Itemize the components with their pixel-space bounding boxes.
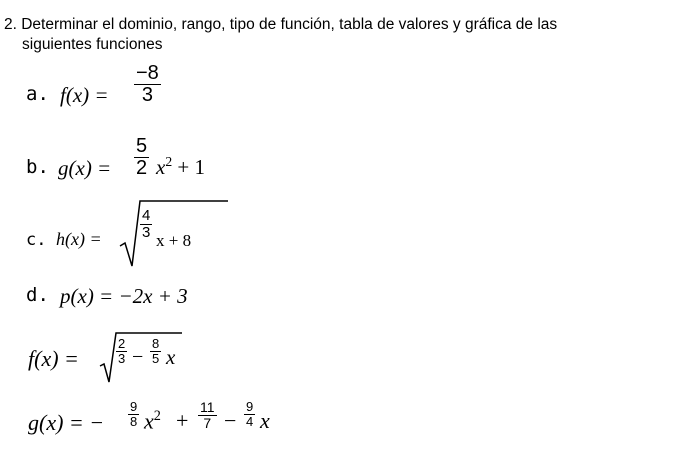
item-b-function: g(x) = <box>58 156 112 180</box>
extra-g-fraction-2: $\frac{11}{7}$ <box>200 399 215 431</box>
extra-g-term-1: $x^2$ <box>144 408 161 434</box>
item-a-denominator: 3 <box>141 84 153 106</box>
item-c-function: h(x) = <box>56 229 102 249</box>
item-c-numerator: 4 <box>142 207 151 224</box>
extra-f-operator: − <box>132 346 144 368</box>
item-d-label: d. <box>26 284 49 306</box>
item-a-fraction <box>134 63 161 106</box>
extra-g-fraction-1: $\frac{9}{8}$ <box>130 399 138 429</box>
extra-g-function: g(x) = − <box>28 410 105 435</box>
item-c-label: c. <box>26 230 47 250</box>
extra-g-operator-2: − <box>224 408 237 433</box>
extra-f-fraction-1: $\frac{2}{3}$ <box>118 336 126 366</box>
extra-f-fraction-2: $\frac{8}{5}$ <box>152 336 160 366</box>
item-b-fraction <box>134 136 149 179</box>
problem-heading-line1: 2. Determinar el dominio, rango, tipo de función, tabla de valores y gráfica de las <box>4 16 558 33</box>
extra-f-function: f(x) = <box>28 346 79 371</box>
item-a-numerator: −8 <box>136 62 159 84</box>
item-d-expression: p(x) = −2x + 3 <box>60 284 188 308</box>
extra-g-fraction-3: $\frac{9}{4}$ <box>246 399 254 429</box>
item-b-tail: $x^2 + 1$ <box>156 154 205 179</box>
item-a-function: f(x) = <box>60 83 109 107</box>
item-c-fraction <box>140 208 152 241</box>
extra-g-variable: x <box>260 408 270 433</box>
extra-g-operator-1: + <box>176 408 189 433</box>
item-c-denominator: 3 <box>142 223 151 241</box>
item-a-label: a. <box>26 83 49 105</box>
item-b-label: b. <box>26 156 49 178</box>
problem-heading-line2: siguientes funciones <box>22 36 163 53</box>
item-b-numerator: 5 <box>136 135 148 157</box>
extra-f-variable: x <box>166 345 176 369</box>
item-c-tail: x + 8 <box>156 231 192 250</box>
item-b-denominator: 2 <box>136 157 148 179</box>
